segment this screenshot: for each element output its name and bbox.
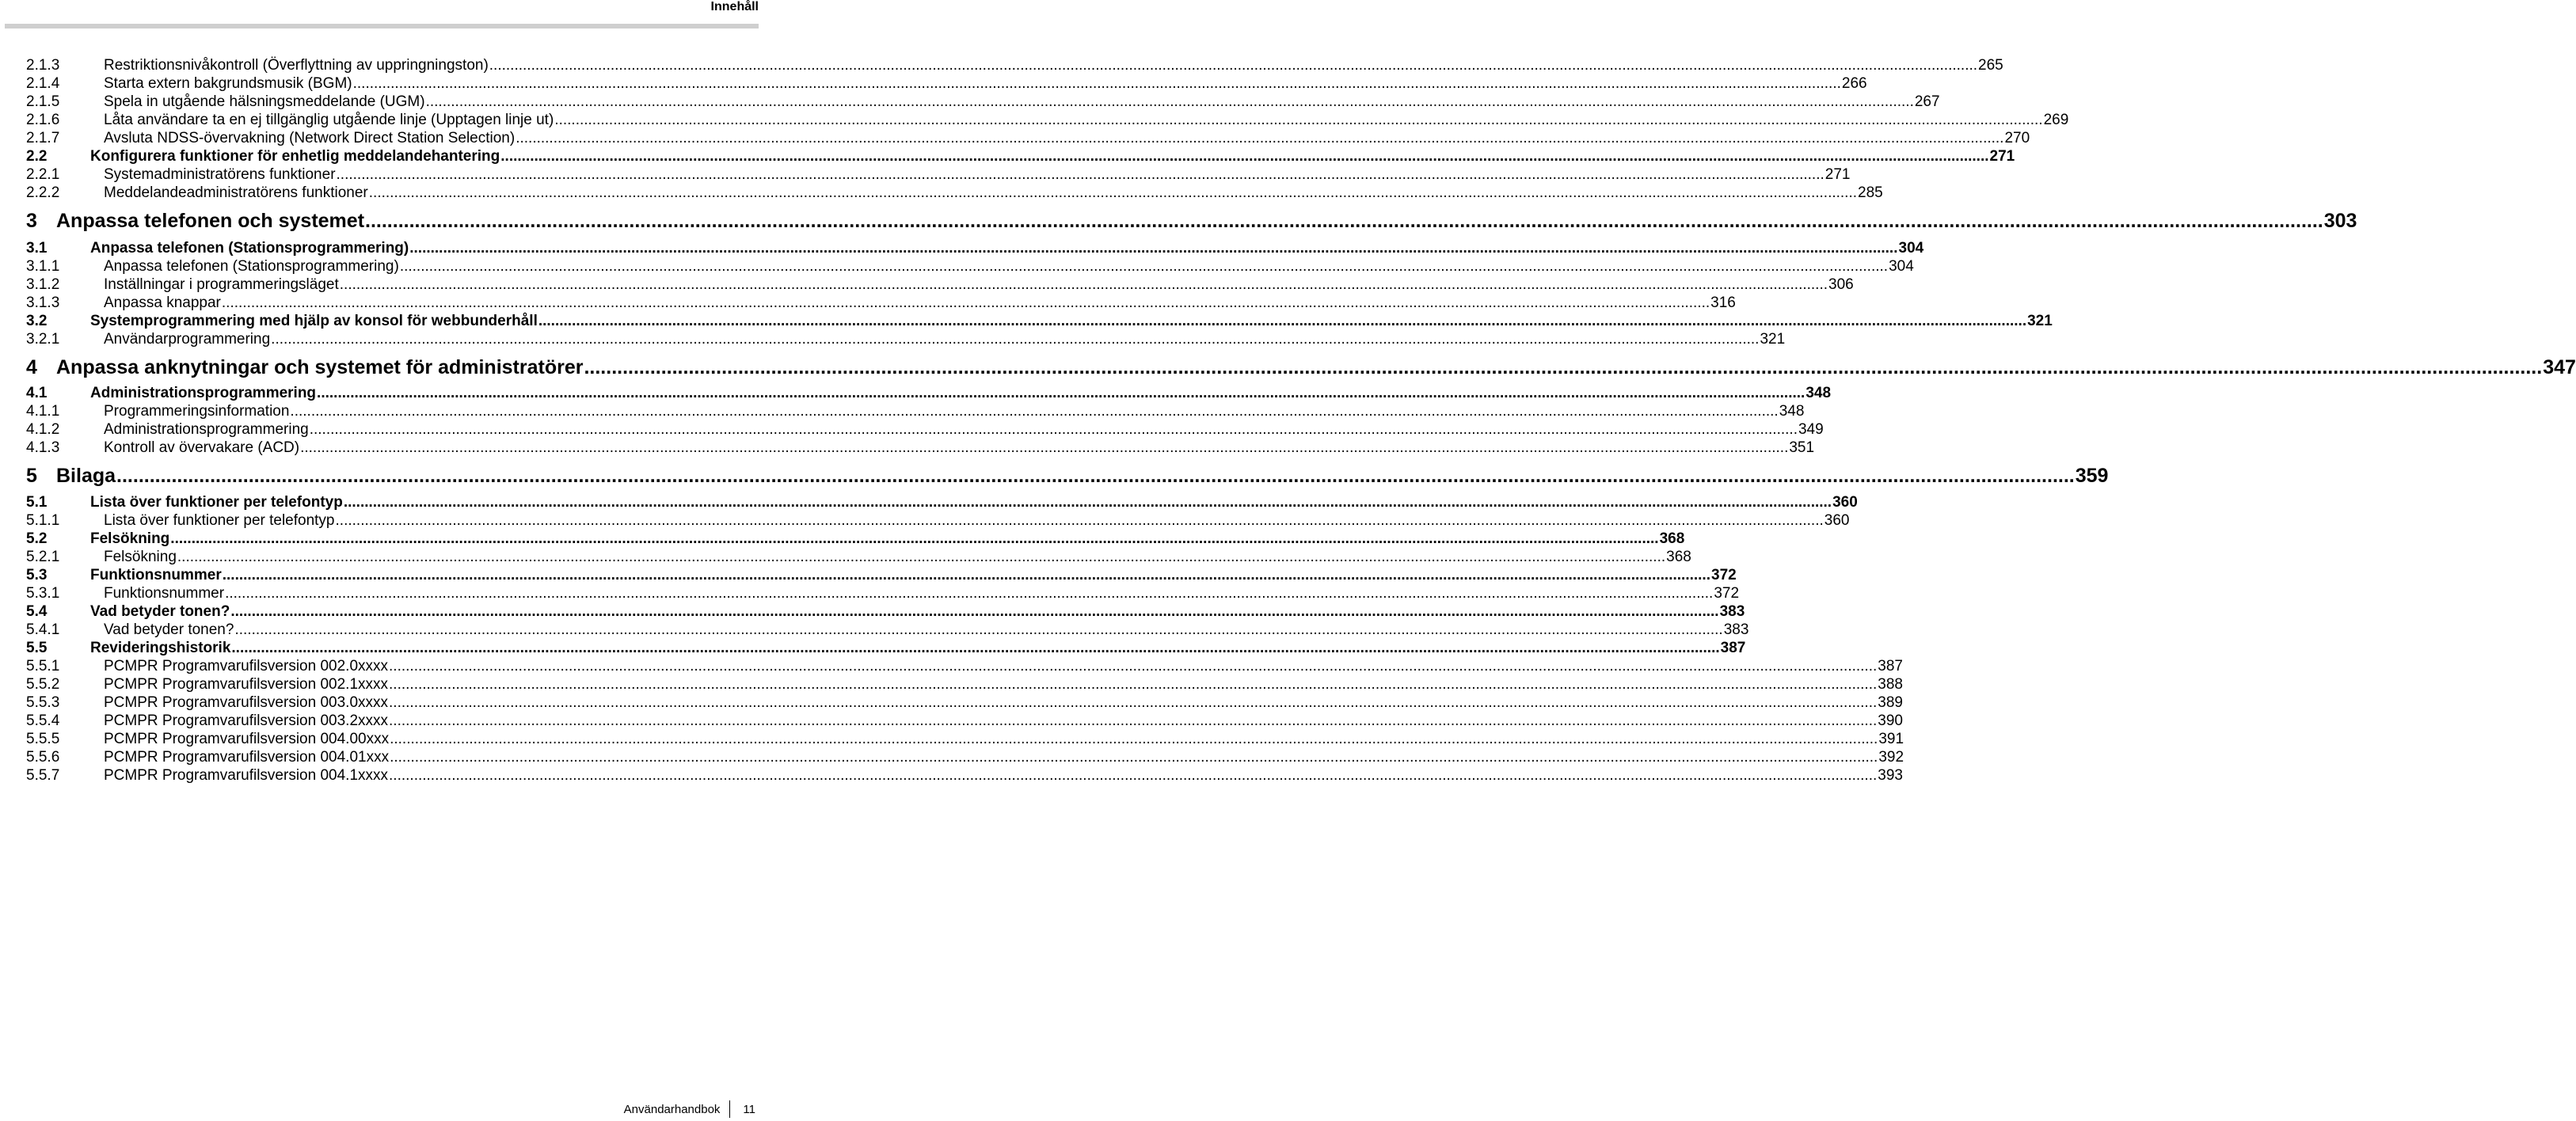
toc-entry-leader <box>400 258 1888 276</box>
toc-entry-page: 271 <box>1825 166 1851 183</box>
toc-entry[interactable] <box>26 512 1850 530</box>
toc-entry-page: 391 <box>1878 731 1904 747</box>
toc-entry-title: Konfigurera funktioner för enhetlig meddelandehantering <box>90 148 500 165</box>
toc-entry-leader <box>231 640 1719 657</box>
toc-entry-number: 5.2 <box>26 530 48 547</box>
toc-entry-number: 5.5.3 <box>26 694 60 711</box>
toc-entry-leader <box>489 57 1977 74</box>
toc-entry-title: PCMPR Programvarufilsversion 004.01xxx <box>104 749 390 766</box>
footer-doc-name: Användarhandbok <box>623 1102 721 1116</box>
toc-entry-page: 387 <box>1720 640 1746 656</box>
toc-entry-page: 360 <box>1832 494 1858 511</box>
header-rule <box>5 24 759 28</box>
toc-entry-leader <box>516 130 2003 147</box>
toc-entry[interactable] <box>26 465 2109 487</box>
toc-entry-leader <box>426 93 1914 111</box>
toc-entry-title: Spela in utgående hälsningsmeddelande (UGM) <box>104 93 425 110</box>
toc-entry-title: Användarprogrammering <box>104 331 271 348</box>
toc-entry-number: 5.3 <box>26 567 48 583</box>
toc-entry-title: Revideringshistorik <box>90 640 231 656</box>
toc-entry-title: Bilaga <box>56 465 116 487</box>
toc-entry-title: Systemprogrammering med hjälp av konsol för webbunderhåll <box>90 313 538 329</box>
toc-entry-leader <box>230 603 1718 621</box>
toc-entry[interactable] <box>26 640 1746 657</box>
toc-entry-title: Meddelandeadministratörens funktioner <box>104 184 368 201</box>
toc-entry-number: 4.1.2 <box>26 421 60 438</box>
toc-entry[interactable] <box>26 530 1685 548</box>
toc-entry[interactable] <box>26 494 1858 511</box>
toc-entry-number: 2.2.2 <box>26 184 60 201</box>
toc-entry[interactable] <box>26 240 1924 257</box>
toc-entry-title: Inställningar i programmeringsläget <box>104 276 339 293</box>
toc-entry-leader <box>389 767 1877 785</box>
toc-entry-number: 5.4.1 <box>26 621 60 638</box>
toc-entry-leader <box>222 294 1710 312</box>
toc-entry-leader <box>538 313 2026 330</box>
toc-entry-page: 306 <box>1828 276 1854 293</box>
toc-entry-number: 3.1.3 <box>26 294 60 311</box>
toc-entry[interactable] <box>26 767 1903 785</box>
toc-entry-leader <box>300 439 1788 457</box>
toc-entry-page: 360 <box>1824 512 1850 529</box>
toc-entry[interactable] <box>26 439 1815 457</box>
toc-entry[interactable] <box>26 421 1824 439</box>
toc-entry[interactable] <box>26 112 2069 129</box>
toc-entry-title: Anpassa knappar <box>104 294 221 311</box>
toc-entry-number: 5.5.6 <box>26 749 60 766</box>
toc-entry-number: 2.1.5 <box>26 93 60 110</box>
toc-entry-number: 2.1.3 <box>26 57 60 74</box>
toc-entry-title: PCMPR Programvarufilsversion 004.00xxx <box>104 731 390 747</box>
toc-entry-leader <box>389 712 1877 730</box>
toc-entry-page: 269 <box>2043 112 2069 128</box>
toc-entry-leader <box>365 210 2323 232</box>
toc-entry-page: 267 <box>1914 93 1940 110</box>
toc-entry[interactable] <box>26 731 1904 748</box>
toc-entry-number: 5.5.7 <box>26 767 60 784</box>
toc-entry[interactable] <box>26 184 1883 202</box>
toc-entry-page: 304 <box>1898 240 1924 256</box>
toc-entry-number: 3.2 <box>26 313 48 329</box>
toc-entry[interactable] <box>26 385 1832 402</box>
toc-entry-title: Anpassa telefonen och systemet <box>56 210 365 232</box>
toc-entry-title: PCMPR Programvarufilsversion 002.1xxxx <box>104 676 389 693</box>
toc-entry[interactable] <box>26 694 1903 712</box>
toc-entry[interactable] <box>26 603 1745 621</box>
toc-entry-title: Anpassa telefonen (Stationsprogrammering) <box>104 258 399 275</box>
toc-entry-page: 348 <box>1805 385 1832 401</box>
toc-entry-leader <box>225 585 1713 602</box>
toc-entry-page: 392 <box>1878 749 1904 766</box>
toc-entry[interactable] <box>26 313 2053 330</box>
toc-entry-number: 3.1.1 <box>26 258 60 275</box>
toc-entry-page: 389 <box>1878 694 1903 711</box>
toc-entry-title: Lista över funktioner per telefontyp <box>90 494 343 511</box>
toc-entry-leader <box>389 676 1877 694</box>
toc-entry-leader <box>353 75 1841 93</box>
toc-entry-number: 2.1.7 <box>26 130 60 146</box>
toc-entry-page: 393 <box>1878 767 1903 784</box>
toc-entry[interactable] <box>26 148 2015 165</box>
toc-entry-title: Programmeringsinformation <box>104 403 290 420</box>
toc-entry-page: 316 <box>1710 294 1736 311</box>
toc-entry-title: Anpassa telefonen (Stationsprogrammering) <box>90 240 409 256</box>
toc-entry-number: 5.5.5 <box>26 731 60 747</box>
toc-entry-leader <box>390 749 1878 766</box>
toc-entry-leader <box>500 148 1988 165</box>
toc-entry-page: 387 <box>1878 658 1903 674</box>
toc-entry-page: 383 <box>1723 621 1749 638</box>
toc-entry-title: PCMPR Programvarufilsversion 003.2xxxx <box>104 712 389 729</box>
toc-entry[interactable] <box>26 676 1903 694</box>
toc-entry-leader <box>337 166 1825 184</box>
toc-entry-page: 368 <box>1659 530 1685 547</box>
toc-entry[interactable] <box>26 712 1903 730</box>
toc-entry-title: Administrationsprogrammering <box>90 385 317 401</box>
toc-entry-page: 347 <box>2543 356 2576 378</box>
toc-entry-leader <box>336 512 1824 530</box>
toc-entry[interactable] <box>26 210 2357 232</box>
toc-entry[interactable] <box>26 258 1914 276</box>
toc-entry-page: 388 <box>1878 676 1903 693</box>
toc-entry-number: 2.2.1 <box>26 166 60 183</box>
toc-entry-page: 285 <box>1858 184 1883 201</box>
toc-entry-page: 359 <box>2075 465 2109 487</box>
toc-entry-number: 5.5.2 <box>26 676 60 693</box>
toc-entry-leader <box>317 385 1805 402</box>
toc-entry[interactable] <box>26 403 1805 420</box>
toc-entry-number: 5.3.1 <box>26 585 60 602</box>
toc-entry-title: Anpassa anknytningar och systemet för administratörer <box>56 356 584 378</box>
toc-entry-page: 271 <box>1989 148 2015 165</box>
toc-entry[interactable] <box>26 166 1851 184</box>
toc-entry[interactable] <box>26 75 1867 93</box>
toc-entry-leader <box>344 494 1832 511</box>
footer-page-number: 11 <box>743 1102 755 1116</box>
toc-entry[interactable] <box>26 93 1940 111</box>
toc-entry-page: 351 <box>1789 439 1815 456</box>
toc-entry-page: 372 <box>1711 567 1737 583</box>
toc-entry[interactable] <box>26 585 1740 602</box>
toc-entry-number: 3 <box>26 210 37 232</box>
toc-entry-page: 321 <box>2027 313 2053 329</box>
toc-entry-title: Vad betyder tonen? <box>90 603 230 620</box>
toc-entry-number: 5.5.1 <box>26 658 60 674</box>
toc-entry[interactable] <box>26 57 2003 74</box>
toc-entry-leader <box>271 331 1759 348</box>
toc-entry[interactable] <box>26 749 1904 766</box>
toc-entry-leader <box>369 184 1857 202</box>
toc-entry-number: 4.1.3 <box>26 439 60 456</box>
toc-entry-number: 5.5 <box>26 640 48 656</box>
toc-entry-title: PCMPR Programvarufilsversion 002.0xxxx <box>104 658 389 674</box>
toc-entry-title: Avsluta NDSS-övervakning (Network Direct Station Selection) <box>104 130 516 146</box>
toc-entry-number: 5 <box>26 465 37 487</box>
toc-entry-title: Starta extern bakgrundsmusik (BGM) <box>104 75 352 92</box>
toc-entry-title: Låta användare ta en ej tillgänglig utgående linje (Upptagen linje ut) <box>104 112 554 128</box>
toc-entry-number: 3.2.1 <box>26 331 60 348</box>
toc-entry-number: 5.2.1 <box>26 549 60 565</box>
toc-entry-title: PCMPR Programvarufilsversion 003.0xxxx <box>104 694 389 711</box>
toc-entry-title: Systemadministratörens funktioner <box>104 166 336 183</box>
toc-entry-leader <box>290 403 1778 420</box>
toc-entry-title: PCMPR Programvarufilsversion 004.1xxxx <box>104 767 389 784</box>
toc-entry-page: 348 <box>1779 403 1805 420</box>
toc-entry-leader <box>310 421 1798 439</box>
toc-entry-number: 4 <box>26 356 37 378</box>
toc-entry-number: 5.4 <box>26 603 48 620</box>
toc-entry-leader <box>234 621 1722 639</box>
toc-entry-title: Funktionsnummer <box>104 585 225 602</box>
toc-entry-title: Administrationsprogrammering <box>104 421 309 438</box>
toc-entry-title: Kontroll av övervakare (ACD) <box>104 439 300 456</box>
toc-entry-number: 5.1.1 <box>26 512 60 529</box>
toc-entry-page: 270 <box>2004 130 2030 146</box>
toc-entry[interactable] <box>26 658 1903 675</box>
toc-entry-title: Felsökning <box>90 530 170 547</box>
toc-entry-title: Restriktionsnivåkontroll (Överflyttning av uppringningston) <box>104 57 489 74</box>
toc-entry-number: 3.1 <box>26 240 48 256</box>
toc-entry[interactable] <box>26 276 1854 294</box>
toc-entry-leader <box>389 658 1877 675</box>
toc-entry-leader <box>340 276 1828 294</box>
toc-entry-title: Vad betyder tonen? <box>104 621 234 638</box>
toc-entry-leader <box>584 356 2542 378</box>
toc-entry-number: 4.1 <box>26 385 48 401</box>
toc-entry[interactable] <box>26 331 1786 348</box>
toc-entry-leader <box>116 465 2075 487</box>
toc-entry-title: Funktionsnummer <box>90 567 222 583</box>
toc-entry[interactable] <box>26 567 1737 584</box>
toc-entry-leader <box>389 694 1877 712</box>
header-title: Innehåll <box>710 0 759 13</box>
toc-entry-leader <box>390 731 1878 748</box>
toc-entry-number: 5.1 <box>26 494 48 511</box>
toc-entry-number: 2.1.4 <box>26 75 60 92</box>
toc-entry-page: 368 <box>1666 549 1691 565</box>
toc-entry-page: 383 <box>1719 603 1745 620</box>
toc-entry-number: 3.1.2 <box>26 276 60 293</box>
toc-entry-leader <box>554 112 2042 129</box>
toc-entry-number: 2.1.6 <box>26 112 60 128</box>
toc-entry[interactable] <box>26 130 2030 147</box>
toc-entry-page: 266 <box>1841 75 1867 92</box>
toc-entry-title: Felsökning <box>104 549 177 565</box>
toc-entry-page: 321 <box>1760 331 1786 348</box>
toc-entry-page: 265 <box>1978 57 2003 74</box>
toc-entry-page: 390 <box>1878 712 1903 729</box>
page-footer <box>624 1100 755 1118</box>
toc-entry-number: 2.2 <box>26 148 48 165</box>
toc-entry[interactable] <box>26 356 2576 378</box>
toc-entry-number: 5.5.4 <box>26 712 60 729</box>
toc-entry[interactable] <box>26 294 1736 312</box>
toc-entry-number: 4.1.1 <box>26 403 60 420</box>
toc-entry-page: 349 <box>1798 421 1824 438</box>
toc-entry-page: 303 <box>2323 210 2357 232</box>
toc-entry-leader <box>170 530 1658 548</box>
toc-entry[interactable] <box>26 621 1749 639</box>
toc-entry[interactable] <box>26 549 1691 566</box>
toc-entry-leader <box>223 567 1710 584</box>
toc-entry-page: 372 <box>1714 585 1740 602</box>
toc-entry-page: 304 <box>1889 258 1914 275</box>
toc-entry-leader <box>409 240 1897 257</box>
toc-entry-title: Lista över funktioner per telefontyp <box>104 512 335 529</box>
toc-entry-leader <box>177 549 1665 566</box>
